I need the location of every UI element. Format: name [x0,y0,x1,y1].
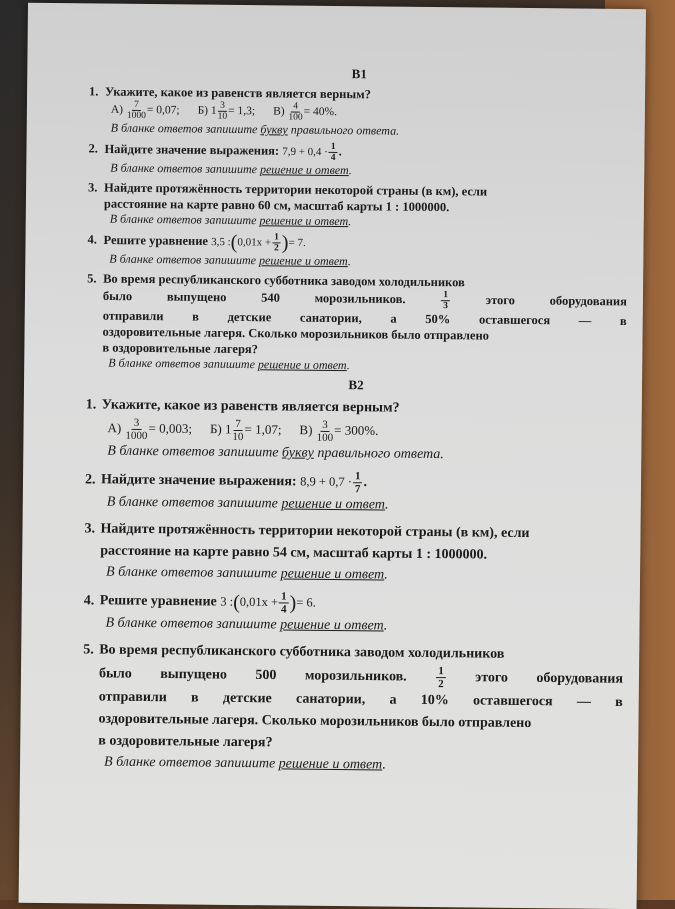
v2-task-1: 1. Укажите, какое из равенств является верным? [85,397,400,416]
paper-sheet [19,3,646,909]
v1-task-2-hint: В бланке ответов запишите решение и ответ. [110,160,352,178]
v2-option-b: Б) 1 $\frac{7}{10}$ = 1,07; [209,417,282,444]
v2-task-5: 5. Во время республиканского субботника заводом холодильников было выпущено 500 морозильников. $\frac{1}{2}$ этого оборудования отправили в детские санатории, а 10% оставшегося — в оздоровительные лагеря. Сколько морозильников было отправлено в оздоровительные лагеря? [83,642,624,751]
v1-option-a: А) $\frac{7}{1000}$ = 0,07; [110,99,180,122]
v2-option-a: А) $\frac{3}{1000}$ = 0,003; [107,416,193,443]
variant-1-title: В1 [351,66,367,82]
worksheet-content [82,61,629,784]
v2-option-c: В) $\frac{3}{100}$ = 300%. [299,418,379,444]
variant-2-title: В2 [348,377,364,393]
v1-task-2: 2. Найдите значение выражения: 7,9 + 0,4 · $\frac{1}{4}$ . [88,141,342,163]
variant-1 [86,63,629,376]
v1-task-3-hint: В бланке ответов запишите решение и ответ. [109,211,352,229]
v1-option-c: В) $\frac{4}{100}$ = 40%. [273,101,338,123]
v1-task-1: 1. Укажите, какое из равенств является верным? [89,84,371,102]
v2-task-3-hint: В бланке ответов запишите решение и ответ. [105,564,388,583]
v1-task-4: 4. Решите уравнение 3,5 :(0,01x + $\frac{1}{2}$ )= 7. [87,231,306,255]
variant-2 [82,374,626,778]
v1-task-3: 3. Найдите протяжённость территории некоторой страны (в км), если расстояние на карте равно 60 см, масштаб карты 1 : 1000000. [88,180,488,215]
v2-task-1-hint: В бланке ответов запишите букву правильного ответа. [107,443,444,463]
v2-task-4-hint: В бланке ответов запишите решение и ответ. [105,615,388,634]
v1-task-5-hint: В бланке ответов запишите решение и ответ. [108,355,350,373]
v2-task-3: 3. Найдите протяжённость территории некоторой страны (в км), если расстояние на карте равно 54 см, масштаб карты 1 : 1000000. [84,521,530,563]
v2-task-2: 2. Найдите значение выражения: 8,9 + 0,7 · $\frac{1}{7}$ . [84,470,368,496]
v1-task-4-hint: В бланке ответов запишите решение и ответ. [109,251,351,269]
v2-task-2-hint: В бланке ответов запишите решение и ответ. [106,494,389,513]
v2-task-5-hint: В бланке ответов запишите решение и ответ. [103,754,386,773]
v2-task-4: 4. Решите уравнение 3 :(0,01x + $\frac{1}{4}$ )= 6. [83,590,316,616]
v1-task-5: 5. Во время республиканского субботника заводом холодильников было выпущено 540 морозильников. $\frac{1}{3}$ этого оборудования отправили в детские санатории, а 50% оставшегося — в оздоровительные лагеря. Сколько морозильников было отправлено в оздоровительные лагеря? [87,271,628,357]
v1-task-1-hint: В бланке ответов запишите букву правильного ответа. [110,120,400,138]
v1-option-b: Б) 1 $\frac{3}{10}$ = 1,3; [197,100,256,122]
